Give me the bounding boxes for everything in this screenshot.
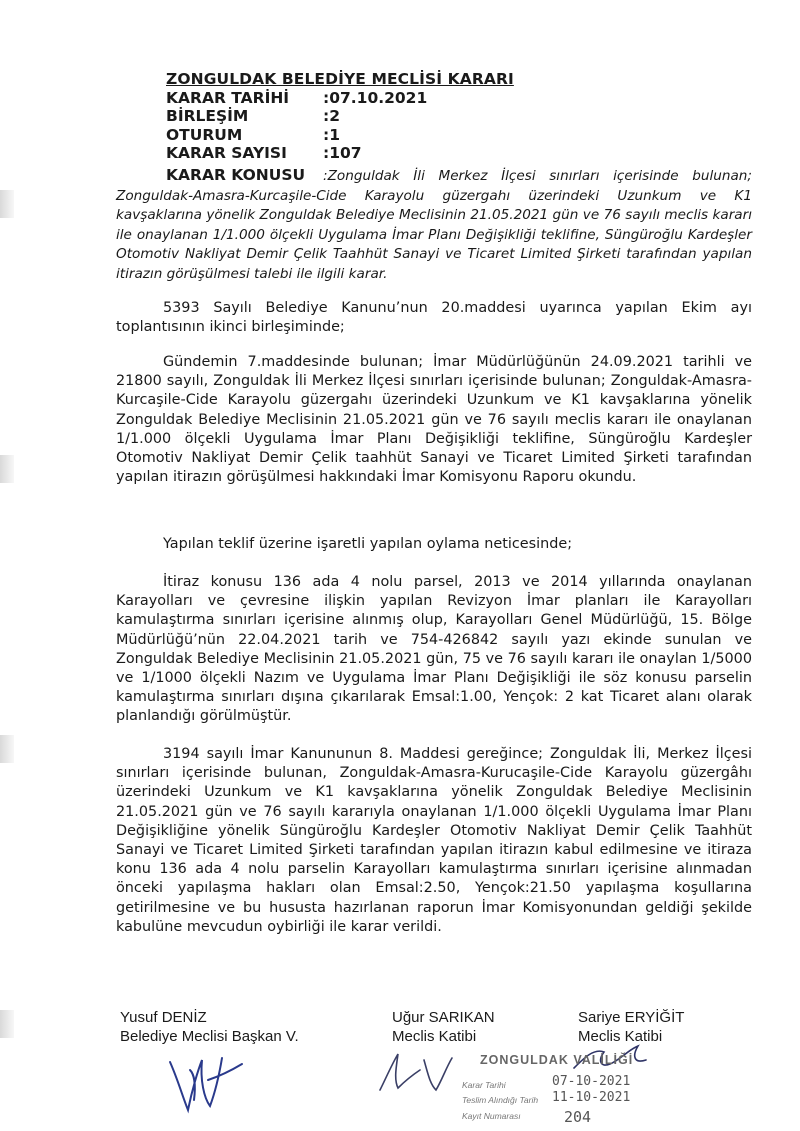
header-row-oturum: [166, 126, 726, 145]
paragraph-karar: 3194 sayılı İmar Kanununun 8. Maddesi gereğince; Zonguldak İli, Merkez İlçesi sınırları içerisinde bulunan, Zonguldak-Amasra-Kurucaşile-Cide Karayolu güzergâhı üzerindeki Uzunkum ve K1 kavşaklarına yönelik Zonguldak Belediye Meclisinin 21.05.2021 gün ve 76 sayılı kararıyla onaylanan 1/1.000 ölçekli Uygulama İmar Planı Değişikliğine yönelik Süngüroğlu Kardeşler Otomotiv Nakliyat Demir Çelik Taahhüt Sanayi ve Ticaret Limited Şirketi tarafından yapılan itirazın kabul edilmesine ve itiraza konu 136 ada 4 nolu parselin Karayolları kamulaştırma sınırları içerisine alınmadan önceki yapılaşma hakları olan Emsal:2.50, Yençok:21.50 yapılaşma koşullarına getirilmesine ve bu hususta hazırlanan raporun İmar Komisyonundan geldiği şekilde kabulüne mevcudun oybirliği ile karar verildi.: [116, 746, 752, 935]
signer-name: Sariye ERYİĞİT: [578, 1009, 685, 1026]
stamp-title: ZONGULDAK VALİLİĞİ: [480, 1053, 634, 1067]
paragraph-itiraz: İtiraz konusu 136 ada 4 nolu parsel, 2013 ve 2014 yıllarında onaylanan Karayolları ve çevresine ilişkin yapılan Revizyon İmar planları ile Karayolları kamulaştırma sınırları içerisine alınmış olup, Karayolları Genel Müdürlüğü, 15. Bölge Müdürlüğü’nün 22.04.2021 tarih ve 754-426842 sayılı yazı ekinde sunulan ve Zonguldak Belediye Meclisinin 21.05.2021 gün, 75 ve 76 sayılı kararı ile onaylan 1/5000 ve 1/1000 ölçekli Nazım ve Uygulama İmar Planı Değişikliği ile söz konusu parselin kamulaştırma sınırları dışına çıkarılarak Emsal:1.00, Yençok: 2 kat Ticaret alanı olarak planlandığı görülmüştür.: [116, 574, 752, 725]
handwritten-signature-katip-1: [372, 1040, 462, 1100]
header-row-karar-sayisi: [166, 144, 726, 163]
scan-artifact: [0, 735, 14, 763]
karar-tarihi-label: KARAR TARİHİ: [166, 88, 290, 107]
paragraph-intro: 5393 Sayılı Belediye Kanunu’nun 20.maddesi uyarınca yapılan Ekim ayı toplantısının ikinci birleşiminde;: [116, 300, 752, 336]
stamp-karar-tarihi-label: Karar Tarihi: [462, 1080, 506, 1090]
signer-role: Meclis Katibi: [578, 1028, 663, 1045]
scan-artifact: [0, 1010, 14, 1038]
decision-header: [166, 70, 726, 163]
karar-tarihi-value: :07.10.2021: [323, 88, 428, 107]
birlesim-label: BİRLEŞİM: [166, 107, 249, 125]
header-row-date: [166, 89, 726, 108]
stamp-teslim-label: Teslim Alındığı Tarih: [462, 1095, 539, 1105]
document-title: ZONGULDAK BELEDİYE MECLİSİ KARARI: [166, 70, 514, 88]
stamp-kayit-value: 204: [564, 1108, 592, 1126]
paragraph-oylama: Yapılan teklif üzerine işaretli yapılan oylama neticesinde;: [163, 536, 573, 552]
karar-sayisi-value: :107: [323, 144, 362, 162]
scan-artifact: [0, 455, 14, 483]
signer-role: Meclis Katibi: [392, 1028, 477, 1045]
karar-konusu-label: KARAR KONUSU: [166, 166, 306, 184]
stamp-karar-tarihi-value: 07-10-2021: [552, 1074, 631, 1089]
scan-artifact: [0, 190, 14, 218]
valilik-stamp: [452, 1053, 682, 1131]
signer-role: Belediye Meclisi Başkan V.: [120, 1028, 299, 1045]
oturum-value: :1: [323, 125, 340, 144]
birlesim-value: :2: [323, 107, 340, 125]
karar-sayisi-label: KARAR SAYISI: [166, 144, 287, 162]
oturum-label: OTURUM: [166, 125, 243, 144]
handwritten-signature-baskan: [160, 1040, 250, 1120]
header-row-birlesim: [166, 107, 726, 126]
signer-name: Uğur SARIKAN: [392, 1009, 495, 1026]
karar-konusu-text: :Zonguldak İli Merkez İlçesi sınırları içerisinde bulunan; Zonguldak-Amasra-Kurcaşile-Cide Karayolu güzergahı üzerindeki Uzunkum ve K1 kavşaklarına yönelik Zonguldak Belediye Meclisinin 21.05.2021 gün ve 76 sayılı meclis kararı ile onaylanan 1/1.000 ölçekli Uygulama İmar Planı Değişikliği teklifine, Süngüroğlu Kardeşler Otomotiv Nakliyat Demir Çelik Taahhüt Sanayi ve Ticaret Limited Şirketi tarafından yapılan itirazın görüşülmesi talebi ile ilgili karar.: [116, 168, 752, 282]
paragraph-gundem: Gündemin 7.maddesinde bulunan; İmar Müdürlüğünün 24.09.2021 tarihli ve 21800 sayılı, Zonguldak İli Merkez İlçesi sınırları içerisinde bulunan; Zonguldak-Amasra-Kurcaşile-Cide Karayolu güzergahı üzerindeki Uzunkum ve K1 kavşaklarına yönelik Zonguldak Belediye Meclisinin 21.05.2021 gün ve 76 sayılı meclis kararı ile onaylanan 1/1.000 ölçekli Uygulama İmar Planı Değişikliği teklifine, Süngüroğlu Kardeşler Otomotiv Nakliyat Demir Çelik taahhüt Sanayi ve Ticaret Limited Şirketi tarafından yapılan itirazın görüşülmesi hakkındaki İmar Komisyonu Raporu okundu.: [116, 354, 752, 486]
stamp-kayit-label: Kayıt Numarası: [462, 1111, 521, 1121]
stamp-teslim-value: 11-10-2021: [552, 1090, 631, 1105]
karar-konusu: [116, 166, 752, 284]
signer-name: Yusuf DENİZ: [120, 1009, 207, 1026]
